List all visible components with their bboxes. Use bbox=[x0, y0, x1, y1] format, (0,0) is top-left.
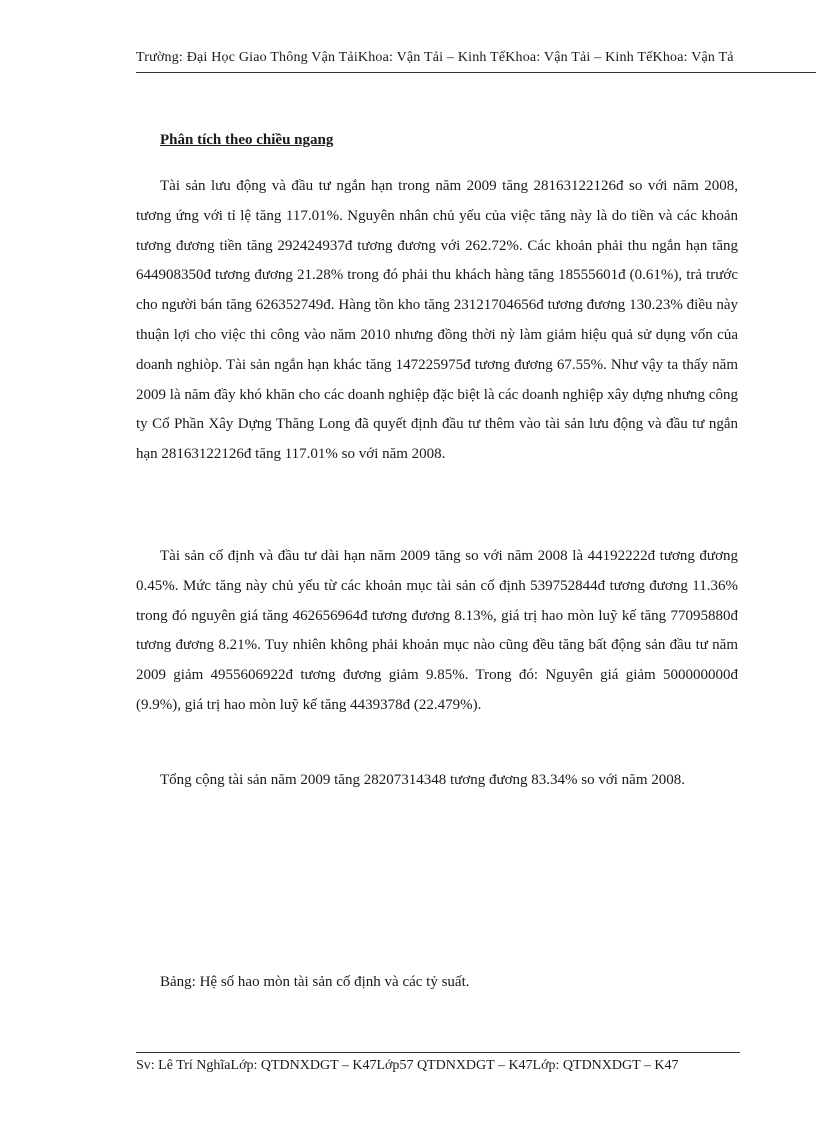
paragraph-fixed-assets: Tài sản cố định và đầu tư dài hạn năm 2009 tăng so với năm 2008 là 44192222đ tương đương 0.45%. Mức tăng này chủ yếu từ các khoản mục tài sản cố định 539752844đ tương đương 11.36% trong đó nguyên giá tăng 462656964đ tương đương 8.13%, giá trị hao mòn luỹ kế tăng 77095880đ tương đương 8.21%. Tuy nhiên không phải khoản mục nào cũng đều tăng bất động sản đầu tư năm 2009 giảm 4955606922đ tương đương giảm 9.85%. Trong đó: Nguyên giá giảm 500000000đ (9.9%), giá trị hao mòn luỹ kế tăng 4439378đ (22.479%). bbox=[136, 548, 738, 713]
page-header bbox=[136, 50, 816, 66]
footer-divider bbox=[136, 1052, 740, 1053]
page-number: 57 bbox=[399, 1058, 414, 1073]
paragraph-current-assets: Tài sản lưu động và đầu tư ngắn hạn trong năm 2009 tăng 28163122126đ so với năm 2008, tương ứng với tỉ lệ tăng 117.01%. Nguyên nhân chủ yếu của việc tăng này là do tiền và các khoản tương đương tiền tăng 292424937đ tương đương với 262.72%. Các khoản phải thu ngắn hạn tăng 644908350đ tương đương 21.28% trong đó phải thu khách hàng tăng 18555601đ (0.61%), trả trước cho người bán tăng 626352749đ. Hàng tồn kho tăng 23121704656đ tương đương 130.23% điều này thuận lợi cho việc thi công vào năm 2010 nhưng đồng thời nỳ làm giảm hiệu quả sử dụng vốn của doanh nghiòp. Tài sản ngắn hạn khác tăng 147225975đ tương đương 67.55%. Như vậy ta thấy năm 2009 là năm đầy khó khăn cho các doanh nghiệp đặc biệt là các doanh nghiệp xây dựng nhưng công ty Cổ Phần Xây Dựng Thăng Long đã quyết định đầu tư thêm vào tài sản lưu động và đầu tư ngắn hạn 28163122126đ tăng 117.01% so với năm 2008. bbox=[136, 178, 738, 463]
footer-text-left: Sv: Lê Trí NghĩaLớp: QTDNXDGT – K47Lớp bbox=[136, 1058, 400, 1073]
page-footer bbox=[136, 1058, 816, 1074]
footer-text-right: QTDNXDGT – K47Lớp: QTDNXDGT – K47 bbox=[413, 1058, 679, 1073]
header-text: Trường: Đại Học Giao Thông Vận TảiKhoa: Vận Tải – Kinh TếKhoa: Vận Tải – Kinh TếKhoa: Vận Tả bbox=[136, 50, 734, 65]
paragraph-total-assets: Tổng cộng tài sản năm 2009 tăng 28207314348 tương đương 83.34% so với năm 2008. bbox=[160, 772, 686, 788]
table-caption: Bảng: Hệ số hao mòn tài sản cố định và các tỷ suất. bbox=[160, 974, 470, 990]
header-divider bbox=[136, 72, 816, 73]
section-title: Phân tích theo chiều ngang bbox=[160, 132, 334, 148]
